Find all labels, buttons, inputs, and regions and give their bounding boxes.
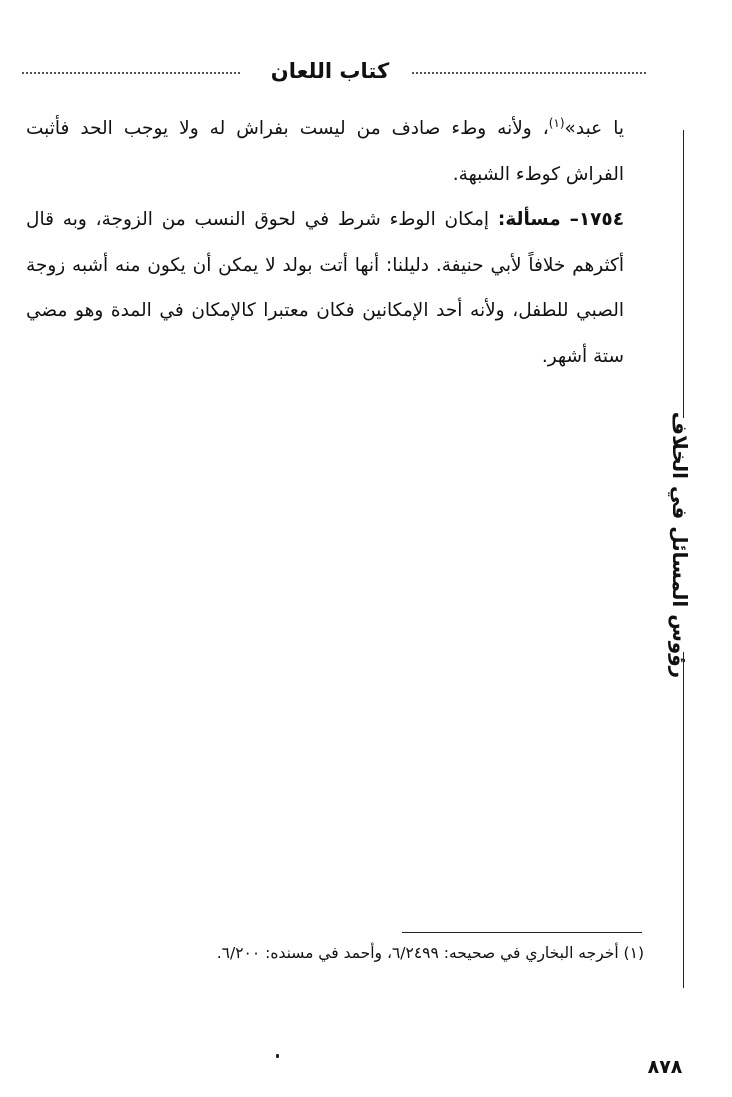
- footnote-reference: (١): [548, 115, 565, 130]
- footnote-separator: [402, 932, 642, 933]
- masala-text: إمكان الوطء شرط في لحوق النسب من الزوجة، وبه قال أكثرهم خلافاً لأبي حنيفة. دليلنا: أنها أتت بولد لا يمكن أن يكون منه أشبه زوجة الصبي للطفل، ولأنه أحد الإمكانين فكان معتبرا كالإمكان في المدة وهو مضي ستة أشهر.: [26, 209, 624, 367]
- footnote: (١) أخرجه البخاري في صحيحه: ٦/٢٤٩٩، وأحمد في مسنده: ٦/٢٠٠.: [216, 944, 644, 962]
- chapter-title: كتاب اللعان: [270, 59, 390, 83]
- paragraph-1-text-start: يا عبد»: [564, 118, 625, 139]
- masala-paragraph: [26, 197, 624, 379]
- main-text: [26, 106, 624, 379]
- masala-dash: –: [569, 209, 579, 230]
- running-header: [20, 50, 648, 90]
- paragraph-1-text-end: ، ولأنه وطء صادف من ليست بفراش له ولا يوجب الحد فأثبت الفراش كوطء الشبهة.: [26, 118, 624, 185]
- paragraph-1: [26, 106, 624, 197]
- masala-label: مسألة: [505, 209, 561, 230]
- header-rule-right: [412, 72, 646, 74]
- side-book-title: رؤوس المسائل في الخلاف: [668, 411, 692, 679]
- print-speck: [276, 1054, 279, 1058]
- header-rule-left: [22, 72, 240, 74]
- page-number: ٨٧٨: [647, 1056, 683, 1078]
- side-rail-line-bottom: [683, 652, 684, 988]
- masala-colon: :: [497, 209, 506, 230]
- masala-number: ١٧٥٤: [578, 209, 624, 230]
